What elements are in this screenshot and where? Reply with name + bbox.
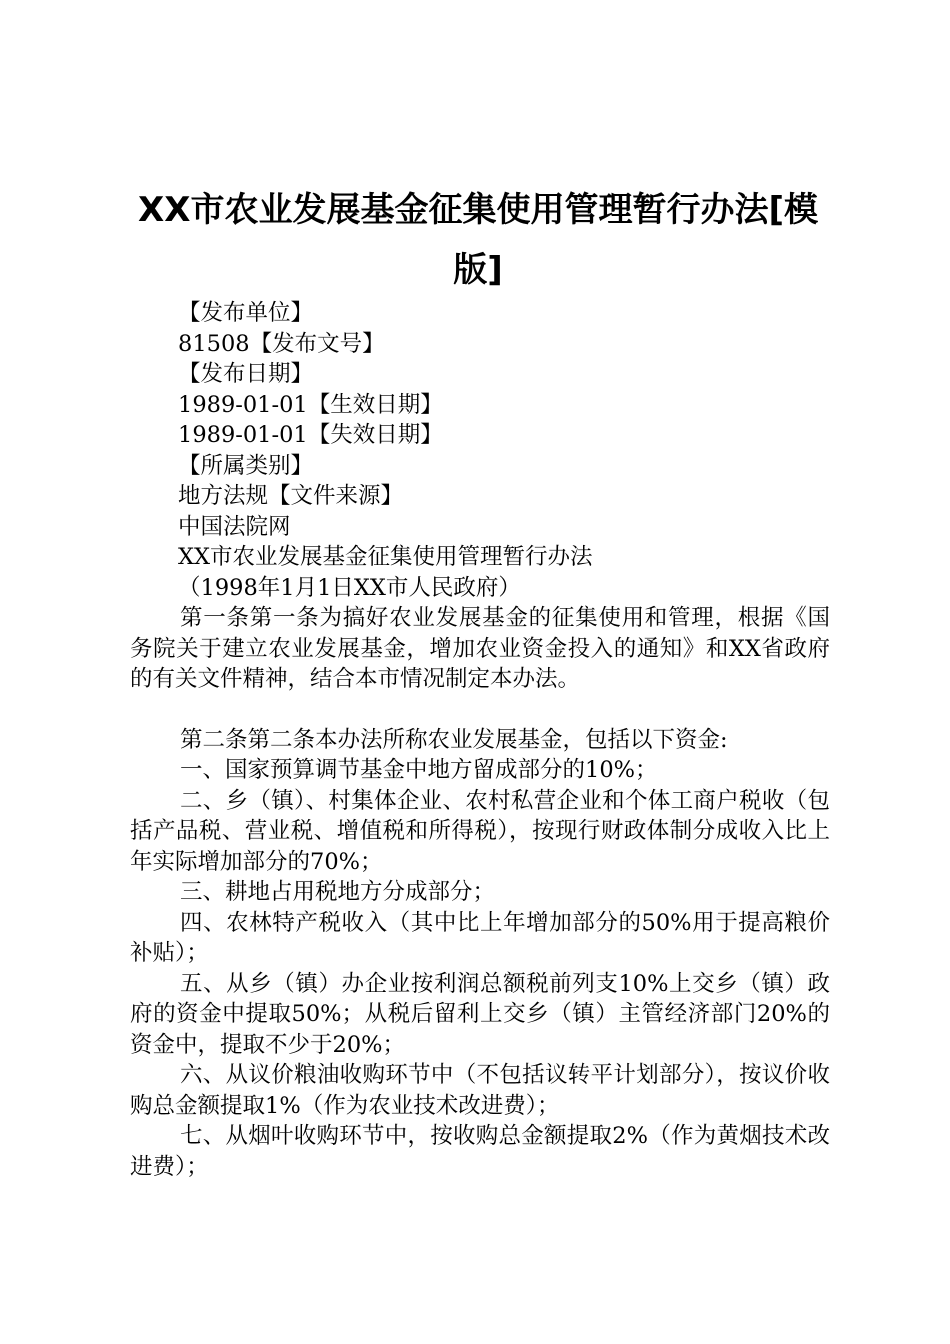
document-body — [130, 298, 830, 1182]
fund-item-5: 五、从乡（镇）办企业按利润总额税前列支10%上交乡（镇）政府的资金中提取50%；从税后留利上交乡（镇）主管经济部门20%的资金中，提取不少于20%； — [130, 970, 830, 1058]
document-title: XX市农业发展基金征集使用管理暂行办法[模版] — [138, 190, 818, 290]
fund-item-7: 七、从烟叶收购环节中，按收购总金额提取2%（作为黄烟技术改进费）； — [130, 1123, 830, 1180]
meta-publisher: 【发布单位】 — [178, 300, 314, 326]
meta-issuer-date: （1998年1月1日XX市人民政府） — [178, 574, 521, 601]
meta-doc-number: 81508【发布文号】 — [178, 330, 385, 357]
fund-item-4: 四、农林特产税收入（其中比上年增加部分的50%用于提高粮价补贴）； — [130, 909, 830, 966]
article-2: 第二条第二条本办法所称农业发展基金，包括以下资金: — [180, 726, 728, 753]
fund-item-6: 六、从议价粮油收购环节中（不包括议转平计划部分），按议价收购总金额提取1%（作为农业技术改进费）； — [130, 1062, 830, 1119]
meta-publish-date: 【发布日期】 — [178, 361, 314, 387]
fund-item-2: 二、乡（镇）、村集体企业、农村私营企业和个体工商户税收（包括产品税、营业税、增值税和所得税），按现行财政体制分成收入比上年实际增加部分的70%； — [130, 787, 830, 875]
meta-effective-date: 1989-01-01【生效日期】 — [178, 391, 443, 418]
paragraph-gap — [130, 695, 830, 725]
meta-expiry-date: 1989-01-01【失效日期】 — [178, 422, 443, 448]
fund-item-1: 一、国家预算调节基金中地方留成部分的10%； — [180, 757, 658, 783]
meta-category: 【所属类别】 — [178, 452, 314, 479]
meta-source-name: 中国法院网 — [178, 513, 291, 540]
meta-source: 地方法规【文件来源】 — [178, 483, 404, 509]
meta-law-name: XX市农业发展基金征集使用管理暂行办法 — [178, 544, 593, 570]
article-1: 第一条第一条为搞好农业发展基金的征集使用和管理，根据《国务院关于建立农业发展基金，增加农业资金投入的通知》和XX省政府的有关文件精神，结合本市情况制定本办法。 — [130, 605, 830, 692]
fund-item-3: 三、耕地占用税地方分成部分； — [180, 879, 496, 905]
